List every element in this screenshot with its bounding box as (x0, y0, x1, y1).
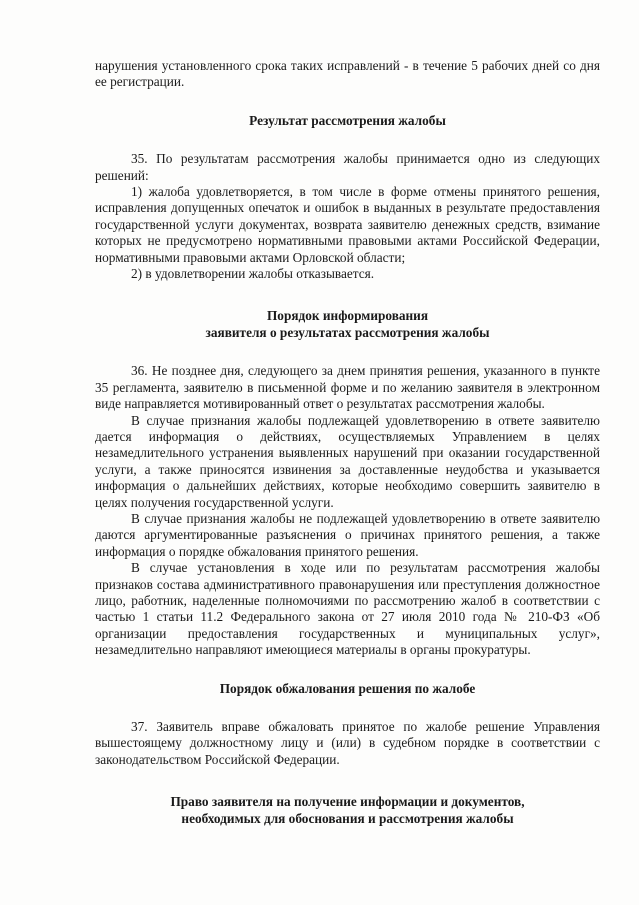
heading-rights-line1: Право заявителя на получение информации и документов, (170, 794, 525, 810)
paragraph-35: 35. По результатам рассмотрения жалобы принимается одно из следующих решений: (95, 151, 600, 183)
document-body (95, 58, 600, 827)
list-item-1: 1) жалоба удовлетворяется, в том числе в форме отмены принятого решения, исправления допущенных опечаток и ошибок в выданных в результате предоставления государственной услуги документах, возврата заявителю денежных средств, взимание которых не предусмотрено нормативными правовыми актами Российской Федерации, нормативными правовыми актами Орловской области; (95, 184, 600, 265)
heading-inform-line2: заявителя о результатах рассмотрения жалобы (205, 324, 490, 340)
list-item-2: 2) в удовлетворении жалобы отказывается. (131, 266, 375, 282)
paragraph-violation: В случае установления в ходе или по результатам рассмотрения жалобы признаков состава административного правонарушения или преступления должностное лицо, работник, наделенные полномочиями по рассмотрению жалоб в соответствии с частью 1 статьи 11.2 Федерального закона от 27 июля 2010 года № 210-ФЗ «Об организации предоставления государственных и муниципальных услуг», незамедлительно направляют имеющиеся материалы в органы прокуратуры. (95, 560, 600, 658)
heading-rights-line2: необходимых для обоснования и рассмотрения жалобы (181, 810, 514, 826)
heading-result: Результат рассмотрения жалобы (249, 112, 446, 128)
paragraph-satisfied: В случае признания жалобы подлежащей удовлетворению в ответе заявителю дается информация о действиях, осуществляемых Управлением в целях незамедлительного устранения выявленных нарушений при оказании государственной услуги, а также приносятся извинения за доставленные неудобства и указывается информация о дальнейших действиях, которые необходимо совершить заявителю в целях получения государственной услуги. (95, 412, 600, 510)
paragraph-36: 36. Не позднее дня, следующего за днем принятия решения, указанного в пункте 35 регламента, заявителю в письменной форме и по желанию заявителя в электронном виде направляется мотивированный ответ о результатах рассмотрения жалобы. (95, 363, 600, 412)
paragraph-not-satisfied: В случае признания жалобы не подлежащей удовлетворению в ответе заявителю даются аргументированные разъяснения о причинах принятого решения, а также информация о порядке обжалования принятого решения. (95, 510, 600, 559)
heading-appeal: Порядок обжалования решения по жалобе (219, 680, 476, 696)
intro-paragraph: нарушения установленного срока таких исправлений - в течение 5 рабочих дней со дня ее регистрации. (95, 58, 600, 90)
paragraph-37: 37. Заявитель вправе обжаловать принятое по жалобе решение Управления вышестоящему должностному лицу и (или) в судебном порядке в соответствии с законодательством Российской Федерации. (95, 719, 600, 767)
heading-inform-line1: Порядок информирования (266, 308, 429, 324)
